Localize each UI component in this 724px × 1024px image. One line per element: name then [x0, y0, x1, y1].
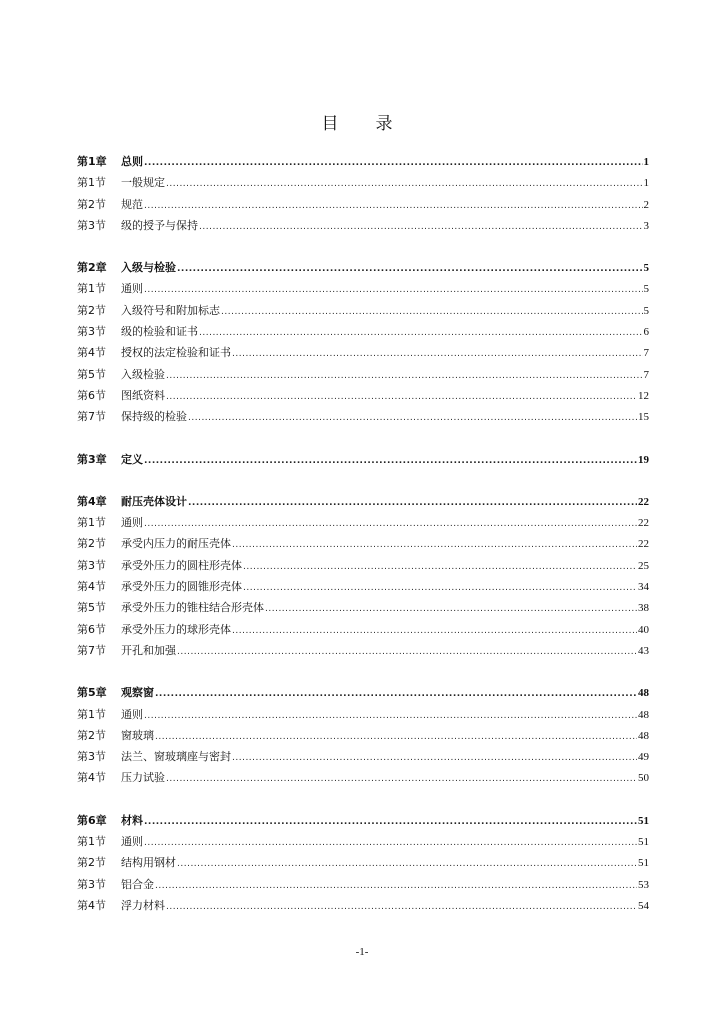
toc-chapter-entry[interactable] — [77, 810, 649, 831]
toc-dot-leader — [221, 302, 643, 323]
toc-entry-page: 48 — [638, 729, 649, 742]
toc-entry-title: 入级符号和附加标志 — [121, 303, 220, 317]
toc-entry-page: 51 — [638, 836, 649, 849]
page-title: 目 录 — [321, 114, 403, 134]
toc-entry-title: 窗玻璃 — [121, 728, 154, 742]
toc-entry-number: 第2节 — [77, 197, 106, 211]
toc-entry-number: 第5节 — [77, 367, 106, 381]
toc-entry-number: 第7节 — [77, 410, 106, 424]
toc-dot-leader — [144, 153, 643, 174]
toc-entry-number: 第4章 — [77, 494, 107, 508]
toc-entry-number: 第2节 — [77, 856, 106, 870]
toc-dot-leader — [243, 578, 637, 599]
toc-entry-title: 承受外压力的圆柱形壳体 — [121, 558, 242, 572]
toc-entry-page: 1 — [643, 156, 649, 168]
toc-entry-page: 43 — [638, 644, 649, 657]
toc-section-entry[interactable] — [77, 874, 649, 895]
toc-entry-number: 第1节 — [77, 282, 106, 296]
toc-entry-title: 铝合金 — [121, 877, 154, 891]
toc-section-entry[interactable] — [77, 342, 649, 363]
toc-entry-number: 第4节 — [77, 580, 106, 594]
toc-entry-title: 通则 — [121, 707, 143, 721]
toc-entry-number: 第2节 — [77, 537, 106, 551]
toc-section-entry[interactable] — [77, 194, 649, 215]
toc-entry-title: 承受外压力的球形壳体 — [121, 622, 231, 636]
toc-section-entry[interactable] — [77, 576, 649, 597]
toc-dot-leader — [166, 366, 643, 387]
toc-dot-leader — [199, 217, 643, 238]
toc-entry-page: 19 — [638, 453, 649, 466]
toc-entry-title: 法兰、窗玻璃座与密封 — [121, 750, 231, 764]
toc-entry-title: 级的授予与保持 — [121, 218, 198, 232]
toc-entry-number: 第2节 — [77, 728, 106, 742]
toc-section-entry[interactable] — [77, 533, 649, 554]
toc-dot-leader — [144, 812, 637, 833]
toc-entry-page: 1 — [643, 177, 649, 190]
toc-entry-number: 第3节 — [77, 558, 106, 572]
toc-entry-title: 通则 — [121, 835, 143, 849]
toc-dot-leader — [232, 748, 637, 769]
toc-entry-page: 34 — [638, 581, 649, 594]
toc-entry-title: 观察窗 — [121, 686, 154, 700]
toc-entry-page: 7 — [643, 347, 649, 360]
toc-dot-leader — [243, 557, 637, 578]
toc-entry-page: 49 — [638, 751, 649, 764]
toc-dot-leader — [232, 621, 637, 642]
table-of-contents — [77, 151, 649, 916]
toc-entry-title: 通则 — [121, 516, 143, 530]
toc-dot-leader — [144, 451, 637, 472]
toc-entry-number: 第3节 — [77, 218, 106, 232]
toc-dot-leader — [188, 408, 637, 429]
toc-entry-title: 承受内压力的耐压壳体 — [121, 537, 231, 551]
toc-entry-page: 6 — [643, 326, 649, 339]
toc-chapter-entry[interactable] — [77, 257, 649, 278]
toc-dot-leader — [265, 599, 637, 620]
toc-entry-page: 38 — [638, 602, 649, 615]
toc-section-entry[interactable] — [77, 215, 649, 236]
toc-entry-number: 第2章 — [77, 261, 107, 275]
toc-entry-page: 15 — [638, 411, 649, 424]
toc-section-entry[interactable] — [77, 300, 649, 321]
toc-chapter-entry[interactable] — [77, 449, 649, 470]
toc-entry-page: 12 — [638, 389, 649, 402]
toc-section-entry[interactable] — [77, 746, 649, 767]
toc-section-entry[interactable] — [77, 895, 649, 916]
toc-entry-page: 22 — [638, 517, 649, 530]
toc-entry-page: 51 — [638, 814, 649, 827]
toc-dot-leader — [232, 344, 643, 365]
toc-section-entry[interactable] — [77, 704, 649, 725]
toc-entry-page: 22 — [638, 495, 649, 508]
toc-chapter-entry[interactable] — [77, 682, 649, 703]
toc-section-entry[interactable] — [77, 278, 649, 299]
toc-entry-number: 第4节 — [77, 346, 106, 360]
toc-entry-title: 耐压壳体设计 — [121, 494, 187, 508]
toc-entry-title: 保持级的检验 — [121, 410, 187, 424]
toc-section-entry[interactable] — [77, 640, 649, 661]
toc-dot-leader — [166, 174, 643, 195]
toc-entry-number: 第1节 — [77, 835, 106, 849]
toc-entry-title: 总则 — [121, 155, 143, 168]
toc-entry-page: 5 — [643, 262, 649, 275]
toc-entry-number: 第1章 — [77, 155, 107, 168]
toc-dot-leader — [188, 493, 637, 514]
toc-entry-page: 2 — [643, 198, 649, 211]
toc-entry-page: 7 — [643, 368, 649, 381]
toc-entry-number: 第6节 — [77, 622, 106, 636]
toc-dot-leader — [166, 897, 637, 918]
toc-entry-number: 第1节 — [77, 707, 106, 721]
toc-dot-leader — [177, 259, 643, 280]
toc-entry-number: 第3节 — [77, 877, 106, 891]
toc-section-entry[interactable] — [77, 831, 649, 852]
toc-entry-page: 25 — [638, 559, 649, 572]
toc-dot-leader — [144, 514, 637, 535]
toc-section-entry[interactable] — [77, 619, 649, 640]
toc-dot-leader — [199, 323, 643, 344]
toc-dot-leader — [155, 876, 637, 897]
toc-entry-page: 53 — [638, 878, 649, 891]
toc-entry-page: 50 — [638, 772, 649, 785]
toc-entry-number: 第1节 — [77, 516, 106, 530]
toc-section-entry[interactable] — [77, 555, 649, 576]
toc-entry-page: 54 — [638, 899, 649, 912]
toc-entry-page: 5 — [643, 304, 649, 317]
toc-entry-title: 结构用钢材 — [121, 856, 176, 870]
toc-section-entry[interactable] — [77, 767, 649, 788]
toc-entry-number: 第6节 — [77, 388, 106, 402]
toc-dot-leader — [166, 387, 637, 408]
toc-entry-title: 入级检验 — [121, 367, 165, 381]
page-number: -1- — [355, 946, 369, 958]
toc-entry-number: 第3节 — [77, 325, 106, 339]
toc-entry-title: 通则 — [121, 282, 143, 296]
toc-dot-leader — [177, 854, 637, 875]
toc-dot-leader — [144, 833, 637, 854]
toc-section-entry[interactable] — [77, 597, 649, 618]
toc-dot-leader — [232, 535, 637, 556]
toc-entry-page: 5 — [643, 283, 649, 296]
toc-entry-page: 22 — [638, 538, 649, 551]
toc-dot-leader — [144, 280, 643, 301]
toc-dot-leader — [166, 769, 637, 790]
toc-dot-leader — [155, 684, 637, 705]
toc-entry-title: 承受外压力的圆锥形壳体 — [121, 580, 242, 594]
toc-entry-title: 开孔和加强 — [121, 643, 176, 657]
toc-entry-title: 承受外压力的锥柱结合形壳体 — [121, 601, 264, 615]
toc-entry-title: 一般规定 — [121, 176, 165, 190]
toc-chapter-entry[interactable] — [77, 151, 649, 172]
toc-section-entry[interactable] — [77, 725, 649, 746]
toc-entry-page: 48 — [638, 708, 649, 721]
toc-section-entry[interactable] — [77, 321, 649, 342]
toc-chapter-entry[interactable] — [77, 491, 649, 512]
toc-dot-leader — [177, 642, 637, 663]
toc-entry-number: 第2节 — [77, 303, 106, 317]
toc-section-entry[interactable] — [77, 406, 649, 427]
toc-section-entry[interactable] — [77, 852, 649, 873]
toc-entry-page: 3 — [643, 219, 649, 232]
toc-entry-title: 图纸资料 — [121, 388, 165, 402]
toc-entry-number: 第4节 — [77, 898, 106, 912]
toc-entry-number: 第4节 — [77, 771, 106, 785]
toc-entry-number: 第3节 — [77, 750, 106, 764]
toc-dot-leader — [144, 706, 637, 727]
toc-section-entry[interactable] — [77, 512, 649, 533]
toc-entry-title: 定义 — [121, 452, 143, 466]
toc-dot-leader — [144, 196, 643, 217]
toc-entry-number: 第6章 — [77, 813, 107, 827]
toc-entry-number: 第1节 — [77, 176, 106, 190]
toc-section-entry[interactable] — [77, 172, 649, 193]
toc-entry-number: 第3章 — [77, 452, 107, 466]
toc-entry-title: 级的检验和证书 — [121, 325, 198, 339]
toc-entry-title: 规范 — [121, 197, 143, 211]
toc-entry-title: 材料 — [121, 813, 143, 827]
toc-entry-title: 授权的法定检验和证书 — [121, 346, 231, 360]
toc-section-entry[interactable] — [77, 385, 649, 406]
toc-entry-number: 第7节 — [77, 643, 106, 657]
toc-entry-page: 40 — [638, 623, 649, 636]
toc-section-entry[interactable] — [77, 364, 649, 385]
toc-dot-leader — [155, 727, 637, 748]
toc-entry-number: 第5章 — [77, 686, 107, 700]
toc-entry-number: 第5节 — [77, 601, 106, 615]
toc-entry-page: 48 — [638, 687, 649, 700]
toc-entry-page: 51 — [638, 857, 649, 870]
toc-entry-title: 浮力材料 — [121, 898, 165, 912]
toc-entry-title: 压力试验 — [121, 771, 165, 785]
toc-entry-title: 入级与检验 — [121, 261, 176, 275]
